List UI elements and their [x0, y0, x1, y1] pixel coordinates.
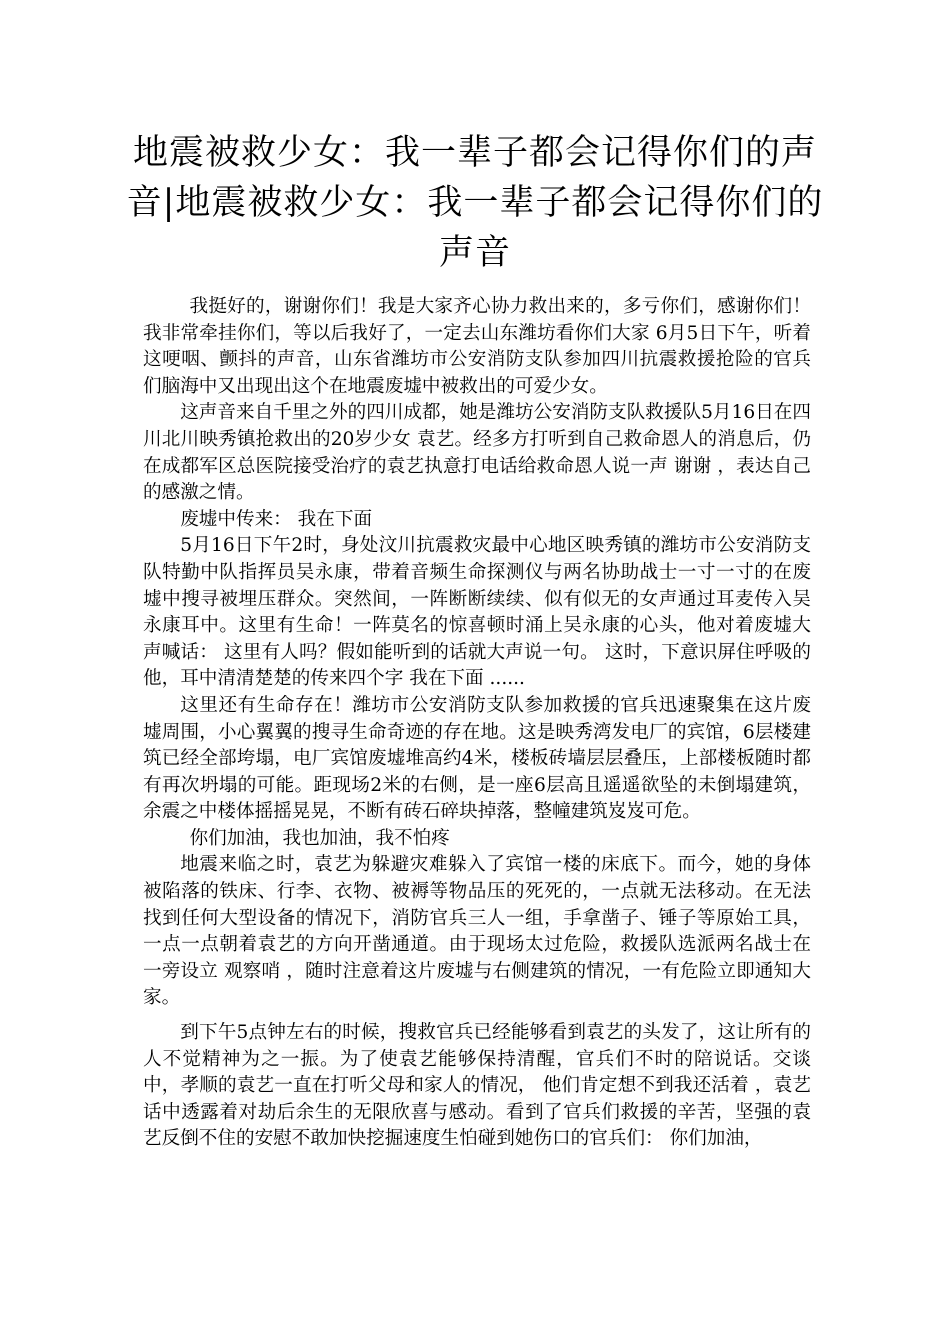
document-body [143, 294, 811, 1153]
section-heading: 你们加油，我也加油，我不怕疼 [189, 827, 450, 849]
section-heading: 废墟中传来： 我在下面 [180, 508, 373, 530]
paragraph: 地震来临之时，袁艺为躲避灾难躲入了宾馆一楼的床底下。而今，她的身体被陷落的铁床、行李、衣物、被褥等物品压的死死的，一点就无法移动。在无法找到任何大型设备的情况下，消防官兵三人一组，手拿凿子、锤子等原始工具，一点一点朝着袁艺的方向开凿通道。由于现场太过危险，救援队选派两名战士在一旁设立 观察哨 ，随时注意着这片废墟与右侧建筑的情况，一有危险立即通知大家。 [143, 854, 811, 1009]
paragraph: 这声音来自千里之外的四川成都，她是潍坊公安消防支队救援队5月16日在四川北川映秀镇抢救出的20岁少女 袁艺。经多方打听到自己救命恩人的消息后，仍在成都军区总医院接受治疗的袁艺执意打电话给救命恩人说一声 谢谢 ，表达自己的感激之情。 [143, 402, 811, 504]
paragraph: 这里还有生命存在！潍坊市公安消防支队参加救援的官兵迅速聚集在这片废墟周围，小心翼翼的搜寻生命奇迹的存在地。这是映秀湾发电厂的宾馆，6层楼建筑已经全部垮塌，电厂宾馆废墟堆高约4米，楼板砖墙层层叠压，上部楼板随时都有再次坍塌的可能。距现场2米的右侧，是一座6层高且遥遥欲坠的未倒塌建筑，余震之中楼体摇摇晃晃，不断有砖石碎块掉落，整幢建筑岌岌可危。 [143, 694, 811, 823]
document-title: 地震被救少女：我一辈子都会记得你们的声音|地震被救少女：我一辈子都会记得你们的声音 [126, 133, 824, 273]
paragraph: 我挺好的，谢谢你们！我是大家齐心协力救出来的，多亏你们，感谢你们！我非常牵挂你们，等以后我好了，一定去山东潍坊看你们大家 6月5日下午，听着这哽咽、颤抖的声音，山东省潍坊市公安消防支队参加四川抗震救援抢险的官兵们脑海中又出现出这个在地震废墟中被救出的可爱少女。 [143, 296, 811, 397]
paragraph: 5月16日下午2时，身处汶川抗震救灾最中心地区映秀镇的潍坊市公安消防支队特勤中队指挥员吴永康，带着音频生命探测仪与两名协助战士一寸一寸的在废墟中搜寻被埋压群众。突然间，一阵断断续续、似有似无的女声通过耳麦传入吴永康耳中。这里有生命！一阵莫名的惊喜顿时涌上吴永康的心头，他对着废墟大声喊话： 这里有人吗？假如能听到的话就大声说一句。 这时，下意识屏住呼吸的他，耳中清清楚楚的传来四个字 我在下面 ...... [143, 535, 811, 690]
paragraph: 到下午5点钟左右的时候，搜救官兵已经能够看到袁艺的头发了，这让所有的人不觉精神为之一振。为了使袁艺能够保持清醒，官兵们不时的陪说话。交谈中，孝顺的袁艺一直在打听父母和家人的情况， 他们肯定想不到我还活着 ，袁艺话中透露着对劫后余生的无限欣喜与感动。看到了官兵们救援的辛苦，坚强的袁艺反倒不住的安慰不敢加快挖掘速度生怕碰到她伤口的官兵们： 你们加油， [143, 1022, 811, 1150]
